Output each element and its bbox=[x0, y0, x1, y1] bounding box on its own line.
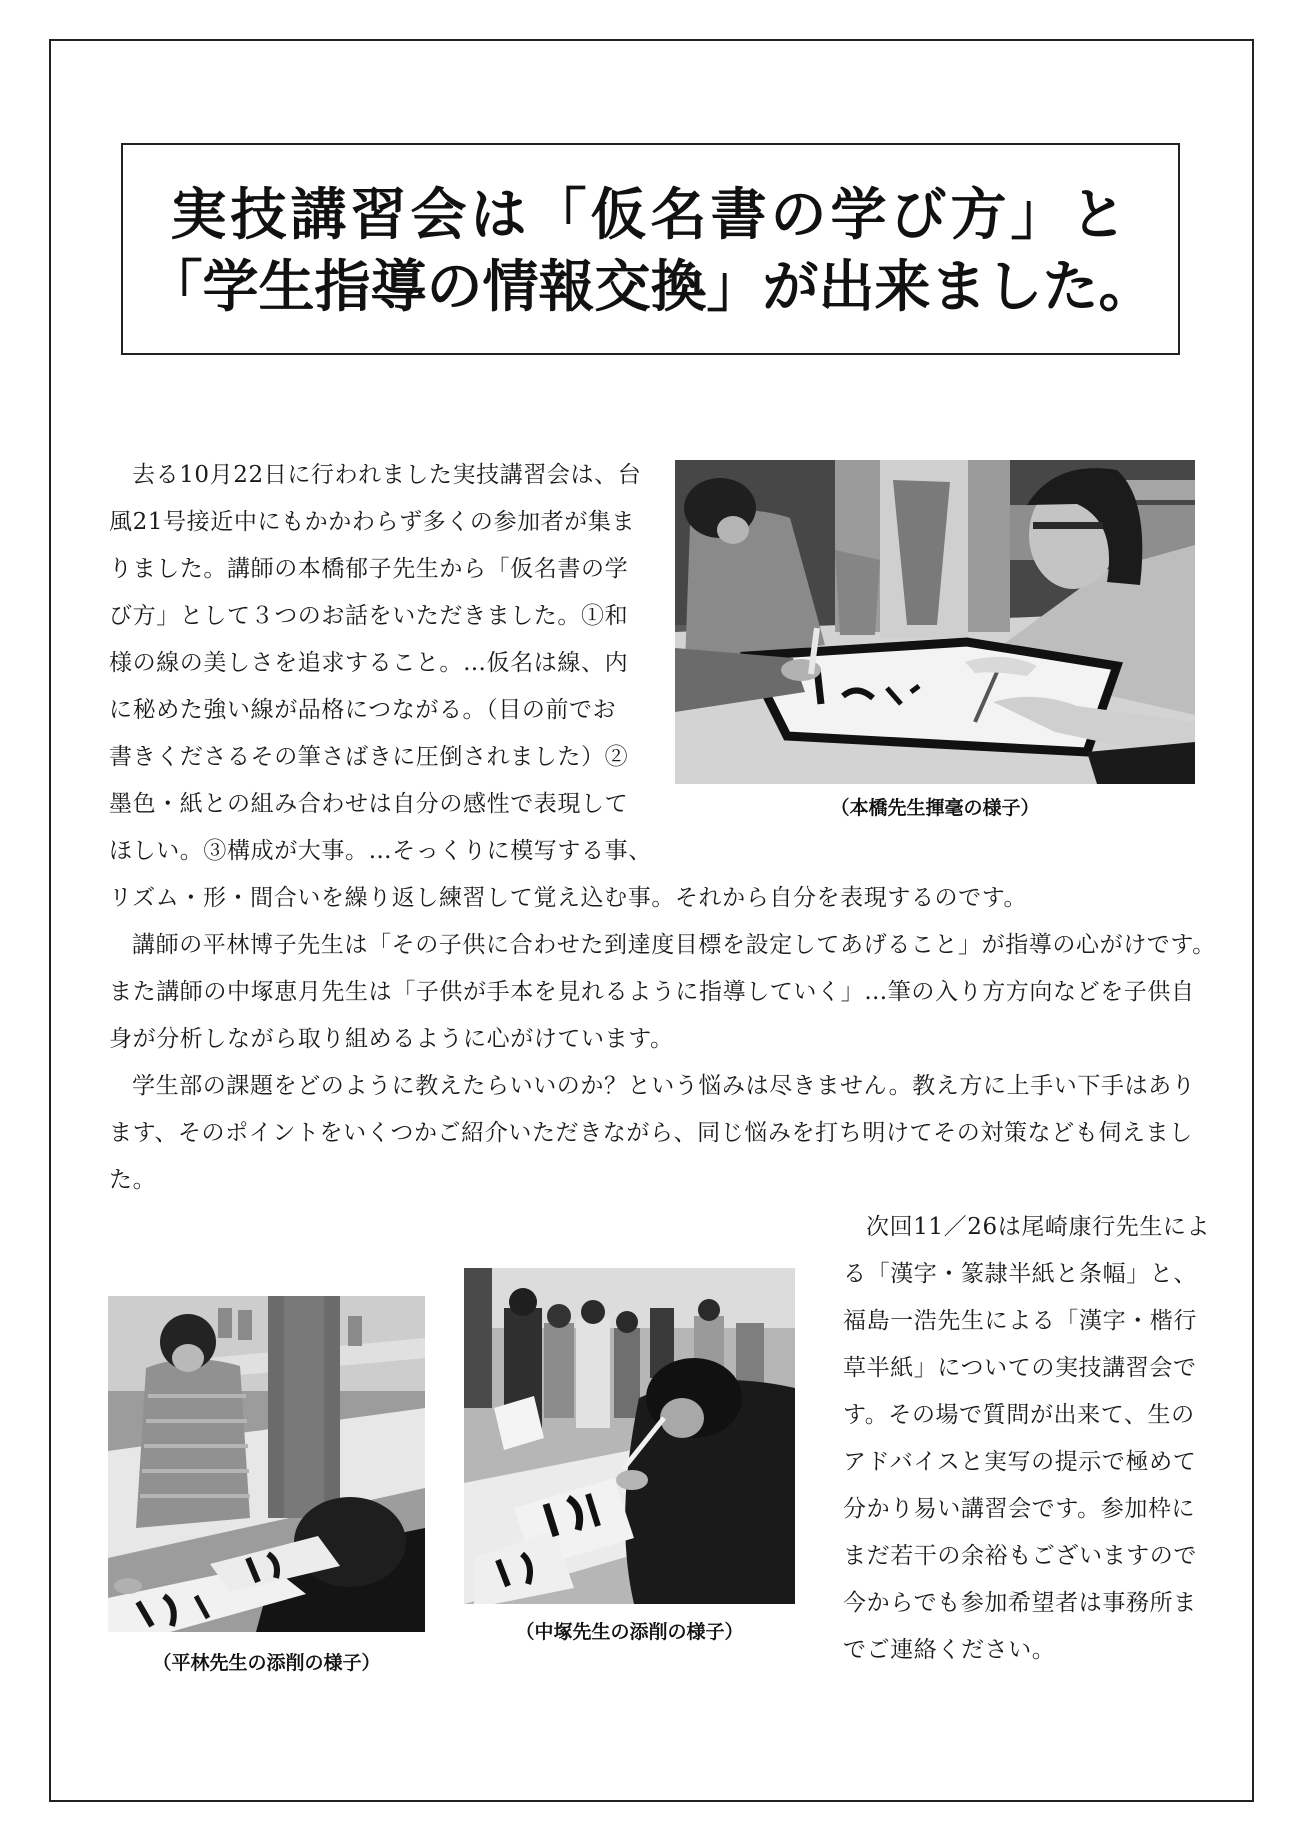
person-center bbox=[835, 460, 1010, 638]
report-line: 去る10月22日に行われました実技講習会は、台 bbox=[132, 462, 642, 488]
report-line: 講師の平林博子先生は「その子供に合わせた到達度目標を設定してあげること」が指導の心がけです。 bbox=[132, 932, 1216, 958]
title-box bbox=[121, 143, 1180, 355]
report-line: 学生部の課題をどのように教えたらいいのか？という悩みは尽きません。教え方に上手い下手はあり bbox=[132, 1073, 1196, 1099]
report-line: また講師の中塚恵月先生は「子供が手本を見れるように指導していく」…筆の入り方方向などを子供自 bbox=[109, 979, 1195, 1005]
report-line: 身が分析しながら取り組めるように心がけています。 bbox=[109, 1026, 674, 1052]
report-line: ほしい。③構成が大事。…そっくりに模写する事、 bbox=[109, 838, 652, 864]
report-line: 書きくださるその筆さばきに圧倒されました）② bbox=[109, 744, 629, 770]
notice-line: 草半紙」についての実技講習会で bbox=[843, 1355, 1197, 1381]
notice-line: 福島一浩先生による「漢字・楷行 bbox=[843, 1308, 1197, 1334]
notice-line: る「漢字・篆隷半紙と条幅」と、 bbox=[843, 1261, 1197, 1287]
photo-caption: （平林先生の添削の様子） bbox=[152, 1652, 381, 1674]
notice-line: 今からでも参加希望者は事務所ま bbox=[843, 1590, 1197, 1616]
report-line: 様の線の美しさを追求すること。…仮名は線、内 bbox=[109, 650, 629, 676]
report-line: りました。講師の本橋郁子先生から「仮名書の学 bbox=[109, 556, 629, 582]
calligraphy-paper bbox=[747, 642, 1117, 752]
notice-line: アドバイスと実写の提示で極めて bbox=[843, 1449, 1197, 1475]
report-line: リズム・形・間合いを繰り返し練習して覚え込む事。それから自分を表現するのです。 bbox=[109, 885, 1028, 911]
person-standing bbox=[268, 1296, 340, 1518]
notice-line: まだ若干の余裕もございますので bbox=[843, 1543, 1197, 1569]
headline-line-1: 実技講習会は「仮名書の学び方」と bbox=[170, 182, 1131, 248]
notice-line: す。その場で質問が出来て、生の bbox=[843, 1402, 1195, 1428]
notice-line: でご連絡ください。 bbox=[843, 1637, 1056, 1663]
photo-caption: （本橋先生揮毫の様子） bbox=[830, 797, 1040, 819]
notice-line: 次回11／26は尾崎康行先生によ bbox=[866, 1214, 1211, 1240]
headline-line-2: 「学生指導の情報交換」が出来ました。 bbox=[146, 254, 1155, 320]
photo-hirabayashi-correction bbox=[108, 1296, 425, 1632]
photo-calligraphy-demonstration bbox=[675, 460, 1195, 784]
photo-nakatsuka-correction bbox=[464, 1268, 795, 1604]
report-line: た。 bbox=[109, 1167, 157, 1193]
photo-caption: （中塚先生の添削の様子） bbox=[515, 1621, 744, 1643]
report-line: び方」として３つのお話をいただきました。①和 bbox=[109, 603, 629, 629]
next-session-notice bbox=[843, 1204, 1211, 1674]
report-line: 墨色・紙との組み合わせは自分の感性で表現して bbox=[109, 791, 629, 817]
notice-line: 分かり易い講習会です。参加枠に bbox=[843, 1496, 1196, 1522]
report-line: ます、そのポイントをいくつかご紹介いただきながら、同じ悩みを打ち明けてその対策なども伺えまし bbox=[109, 1120, 1193, 1146]
report-line: 風21号接近中にもかかわらず多くの参加者が集ま bbox=[109, 509, 636, 535]
report-line: に秘めた強い線が品格につながる。（目の前でお bbox=[109, 697, 617, 723]
